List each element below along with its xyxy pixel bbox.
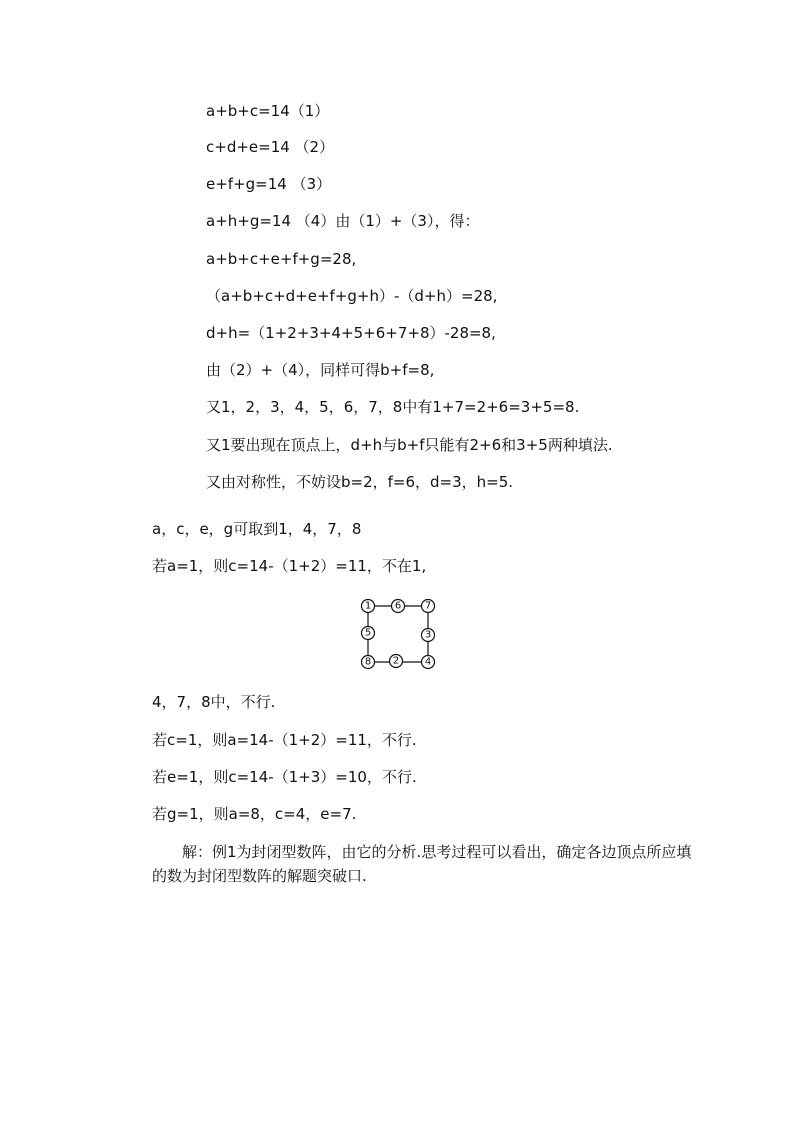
diagram-node-label: 8 [364, 656, 372, 668]
case-a-tail-line: 4，7，8中，不行. [152, 693, 276, 711]
case-a-line: 若a=1，则c=14-（1+2）=11，不在1, [152, 557, 427, 575]
pairs-line: 又1，2，3，4，5，6，7，8中有1+7=2+6=3+5=8. [206, 398, 580, 416]
diagram-node-label: 1 [364, 600, 372, 612]
vertex-line: 又1要出现在顶点上，d+h与b+f只能有2+6和3+5两种填法. [206, 436, 613, 454]
diagram-node-label: 2 [392, 655, 400, 667]
sum-line-2: （a+b+c+d+e+f+g+h）-（d+h）=28, [206, 287, 498, 305]
solution-paragraph: 解：例1为封闭型数阵，由它的分析.思考过程可以看出，确定各边顶点所应填的数为封闭型数阵的解题突破口. [152, 843, 692, 885]
diagram-node-label: 5 [364, 627, 372, 639]
diagram-node-label: 3 [424, 629, 432, 641]
case-g-line: 若g=1，则a=8，c=4，e=7. [152, 805, 357, 823]
options-line: a，c，e，g可取到1，4，7，8 [152, 520, 362, 538]
diagram-node-label: 7 [424, 600, 432, 612]
equation-2: c+d+e=14 （2） [206, 138, 335, 156]
sum-line-1: a+b+c+e+f+g=28, [206, 250, 357, 268]
diagram-node-label: 6 [394, 600, 402, 612]
dh-line: d+h=（1+2+3+4+5+6+7+8）-28=8, [206, 324, 496, 342]
equation-3: e+f+g=14 （3） [206, 175, 332, 193]
case-e-line: 若e=1，则c=14-（1+3）=10，不行. [152, 768, 417, 786]
case-c-line: 若c=1，则a=14-（1+2）=11，不行. [152, 731, 417, 749]
diagram-node-label: 4 [424, 656, 432, 668]
bf-line: 由（2）+（4），同样可得b+f=8, [206, 361, 435, 379]
symmetry-line: 又由对称性，不妨设b=2，f=6，d=3，h=5. [206, 473, 514, 491]
number-square-diagram [352, 596, 448, 676]
equation-4: a+h+g=14 （4）由（1）+（3），得： [206, 212, 480, 230]
equation-1: a+b+c=14（1） [206, 102, 330, 120]
